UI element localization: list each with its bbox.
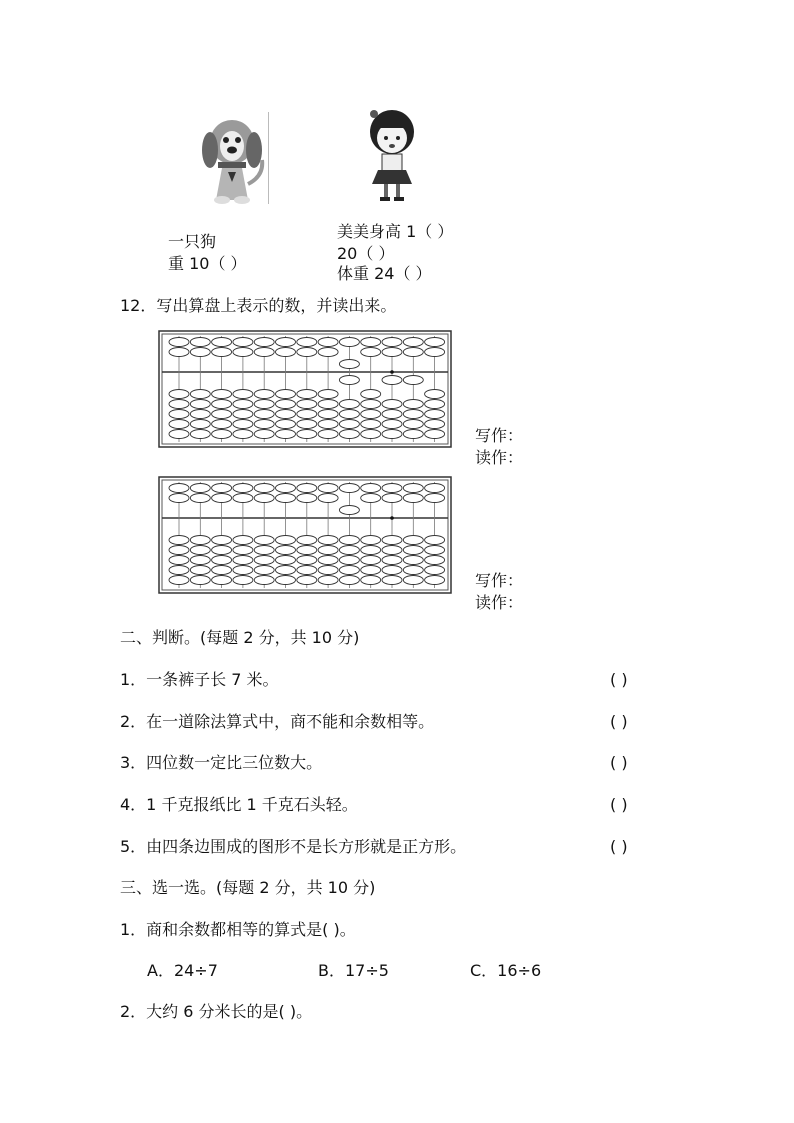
abacus-bead [169, 536, 189, 545]
abacus-bead [425, 348, 445, 357]
abacus-bead [318, 536, 338, 545]
dog-caption-line2: 重 10（ ） [168, 254, 247, 273]
judge-answer-blank-5[interactable]: ( ) [610, 837, 628, 856]
girl-caption-line3: 体重 24（ ） [337, 264, 432, 283]
abacus-bead [339, 338, 359, 347]
abacus-bead [339, 484, 359, 493]
abacus-bead [297, 556, 317, 565]
judge-item-2: 2．在一道除法算式中，商不能和余数相等。 [120, 712, 435, 731]
abacus-bead [339, 536, 359, 545]
choice-question-2: 2．大约 6 分米长的是( )。 [120, 1002, 313, 1021]
section-2-title: 二、判断。(每题 2 分，共 10 分) [120, 628, 360, 647]
abacus-bead [233, 536, 253, 545]
abacus-bead [339, 430, 359, 439]
abacus-2-write-label: 写作： [475, 571, 524, 590]
abacus-bead [169, 348, 189, 357]
abacus-bead [169, 576, 189, 585]
abacus-bead [190, 556, 210, 565]
abacus-bead [318, 494, 338, 503]
girl-caption-line2: 20（ ） [337, 244, 395, 263]
abacus-bead [361, 494, 381, 503]
abacus-bead [361, 410, 381, 419]
abacus-bead [425, 338, 445, 347]
abacus-bead [233, 484, 253, 493]
abacus-bead [403, 494, 423, 503]
abacus-bead [297, 494, 317, 503]
abacus-bead [190, 400, 210, 409]
abacus-bead [361, 566, 381, 575]
abacus-bead [212, 546, 232, 555]
abacus-bead [169, 400, 189, 409]
abacus-bead [169, 484, 189, 493]
abacus-bead [425, 420, 445, 429]
abacus-bead [382, 556, 402, 565]
judge-answer-blank-2[interactable]: ( ) [610, 712, 628, 731]
abacus-1-read-label: 读作： [475, 448, 524, 467]
abacus-bead [361, 400, 381, 409]
abacus-bead [425, 494, 445, 503]
abacus-bead [297, 420, 317, 429]
abacus-bead [212, 430, 232, 439]
abacus-bead [403, 400, 423, 409]
abacus-bead [425, 576, 445, 585]
abacus-bead [254, 420, 274, 429]
abacus-bead [233, 494, 253, 503]
abacus-bead [318, 556, 338, 565]
abacus-bead [339, 400, 359, 409]
abacus-bead [425, 390, 445, 399]
abacus-bead [212, 576, 232, 585]
choice-option-a[interactable]: A．24÷7 [147, 961, 218, 980]
abacus-bead [212, 494, 232, 503]
abacus-bead [339, 376, 359, 385]
abacus-bead [297, 566, 317, 575]
abacus-bead [403, 556, 423, 565]
section-3-title: 三、选一选。(每题 2 分，共 10 分) [120, 878, 376, 897]
abacus-bead [276, 338, 296, 347]
dog-illustration [192, 110, 272, 206]
abacus-bead [254, 410, 274, 419]
abacus-bead [403, 410, 423, 419]
judge-item-4: 4．1 千克报纸比 1 千克石头轻。 [120, 795, 358, 814]
judge-item-3: 3．四位数一定比三位数大。 [120, 753, 323, 772]
abacus-bead [361, 546, 381, 555]
abacus-bead [361, 484, 381, 493]
abacus-bead [403, 566, 423, 575]
abacus-bead [190, 420, 210, 429]
abacus-bead [382, 430, 402, 439]
abacus-bead [339, 506, 359, 515]
abacus-bead [318, 430, 338, 439]
abacus-bead [382, 536, 402, 545]
abacus-bead [318, 576, 338, 585]
abacus-bead [339, 556, 359, 565]
abacus-bead [212, 400, 232, 409]
abacus-bead [169, 390, 189, 399]
girl-illustration [360, 106, 424, 204]
judge-item-1: 1．一条裤子长 7 米。 [120, 670, 279, 689]
abacus-bead [254, 546, 274, 555]
abacus-bead [382, 400, 402, 409]
abacus-bead [297, 338, 317, 347]
abacus-bead [233, 338, 253, 347]
abacus-bead [318, 348, 338, 357]
abacus-bead [297, 484, 317, 493]
judge-answer-blank-1[interactable]: ( ) [610, 670, 628, 689]
abacus-bead [361, 430, 381, 439]
choice-option-c[interactable]: C．16÷6 [470, 961, 542, 980]
abacus-1-write-label: 写作： [475, 426, 524, 445]
abacus-bead [297, 390, 317, 399]
abacus-bead [190, 348, 210, 357]
question-12-label: 12．写出算盘上表示的数，并读出来。 [120, 296, 397, 315]
abacus-bead [318, 338, 338, 347]
abacus-bead [254, 576, 274, 585]
abacus-bead [425, 400, 445, 409]
abacus-bead [190, 576, 210, 585]
abacus-bead [212, 338, 232, 347]
abacus-bead [297, 576, 317, 585]
girl-caption-line1: 美美身高 1（ ） [337, 222, 454, 241]
abacus-bead [276, 430, 296, 439]
abacus-bead [425, 410, 445, 419]
abacus-bead [361, 348, 381, 357]
abacus-bead [425, 566, 445, 575]
abacus-bead [318, 484, 338, 493]
dog-caption-line1: 一只狗 [168, 232, 217, 251]
abacus-bead [403, 420, 423, 429]
abacus-bead [169, 566, 189, 575]
abacus-bead [382, 494, 402, 503]
abacus-bead [212, 536, 232, 545]
abacus-bead [403, 338, 423, 347]
abacus-bead [254, 484, 274, 493]
abacus-bead [233, 390, 253, 399]
abacus-bead [297, 546, 317, 555]
abacus-bead [425, 546, 445, 555]
judge-answer-blank-4[interactable]: ( ) [610, 795, 628, 814]
abacus-bead [425, 556, 445, 565]
abacus-bead [233, 566, 253, 575]
abacus-bead [297, 536, 317, 545]
abacus-bead [212, 348, 232, 357]
abacus-bead [382, 338, 402, 347]
abacus-bead [276, 400, 296, 409]
abacus-bead [233, 410, 253, 419]
abacus-bead [382, 420, 402, 429]
abacus-bead [276, 390, 296, 399]
abacus-bead [233, 420, 253, 429]
abacus-bead [318, 400, 338, 409]
abacus-bead [382, 376, 402, 385]
abacus-bead [425, 430, 445, 439]
abacus-bead [339, 546, 359, 555]
abacus-2-read-label: 读作： [475, 593, 524, 612]
abacus-bead [276, 556, 296, 565]
abacus-bead [169, 338, 189, 347]
abacus-bead [297, 400, 317, 409]
abacus-bead [403, 576, 423, 585]
abacus-bead [339, 566, 359, 575]
abacus-bead [382, 546, 402, 555]
abacus-bead [382, 484, 402, 493]
abacus-1 [158, 330, 452, 448]
abacus-bead [382, 576, 402, 585]
abacus-bead [425, 536, 445, 545]
abacus-bead [233, 556, 253, 565]
abacus-bead [212, 484, 232, 493]
abacus-bead [190, 536, 210, 545]
abacus-bead [169, 430, 189, 439]
abacus-bead [254, 348, 274, 357]
abacus-bead [190, 338, 210, 347]
abacus-bead [233, 348, 253, 357]
abacus-bead [318, 420, 338, 429]
abacus-bead [190, 484, 210, 493]
abacus-bead [403, 536, 423, 545]
abacus-bead [212, 556, 232, 565]
abacus-bead [403, 376, 423, 385]
abacus-bead [361, 420, 381, 429]
abacus-bead [361, 390, 381, 399]
abacus-bead [212, 390, 232, 399]
abacus-bead [233, 576, 253, 585]
abacus-bead [254, 390, 274, 399]
abacus-bead [190, 494, 210, 503]
abacus-bead [169, 556, 189, 565]
abacus-bead [361, 556, 381, 565]
abacus-bead [276, 410, 296, 419]
abacus-bead [254, 338, 274, 347]
abacus-bead [276, 494, 296, 503]
abacus-bead [169, 420, 189, 429]
abacus-bead [297, 348, 317, 357]
abacus-bead [169, 494, 189, 503]
abacus-bead [297, 430, 317, 439]
abacus-bead [254, 494, 274, 503]
abacus-bead [403, 546, 423, 555]
abacus-bead [276, 484, 296, 493]
abacus-bead [297, 410, 317, 419]
abacus-bead [339, 360, 359, 369]
abacus-2 [158, 476, 452, 594]
judge-item-5: 5．由四条边围成的图形不是长方形就是正方形。 [120, 837, 467, 856]
choice-option-b[interactable]: B．17÷5 [318, 961, 389, 980]
abacus-bead [339, 576, 359, 585]
abacus-bead [190, 566, 210, 575]
abacus-bead [403, 348, 423, 357]
abacus-bead [318, 390, 338, 399]
abacus-bead [382, 348, 402, 357]
abacus-bead [233, 546, 253, 555]
abacus-bead [382, 410, 402, 419]
abacus-bead [190, 546, 210, 555]
abacus-bead [212, 410, 232, 419]
abacus-bead [361, 536, 381, 545]
abacus-bead [254, 400, 274, 409]
abacus-bead [254, 556, 274, 565]
abacus-bead [276, 420, 296, 429]
abacus-bead [339, 410, 359, 419]
abacus-bead [318, 546, 338, 555]
abacus-bead [403, 484, 423, 493]
abacus-bead [212, 566, 232, 575]
abacus-bead [190, 390, 210, 399]
abacus-bead [361, 338, 381, 347]
abacus-bead [276, 566, 296, 575]
abacus-bead [318, 410, 338, 419]
judge-answer-blank-3[interactable]: ( ) [610, 753, 628, 772]
abacus-bead [276, 536, 296, 545]
abacus-bead [382, 566, 402, 575]
abacus-bead [212, 420, 232, 429]
choice-question-1: 1．商和余数都相等的算式是( )。 [120, 920, 356, 939]
abacus-bead [254, 566, 274, 575]
abacus-bead [190, 410, 210, 419]
abacus-bead [169, 410, 189, 419]
abacus-bead [425, 484, 445, 493]
abacus-bead [190, 430, 210, 439]
abacus-bead [276, 546, 296, 555]
abacus-bead [339, 420, 359, 429]
abacus-bead [361, 576, 381, 585]
abacus-bead [254, 536, 274, 545]
abacus-bead [233, 400, 253, 409]
abacus-bead [276, 576, 296, 585]
abacus-bead [318, 566, 338, 575]
abacus-bead [403, 430, 423, 439]
abacus-bead [169, 546, 189, 555]
abacus-bead [254, 430, 274, 439]
abacus-bead [233, 430, 253, 439]
abacus-bead [276, 348, 296, 357]
